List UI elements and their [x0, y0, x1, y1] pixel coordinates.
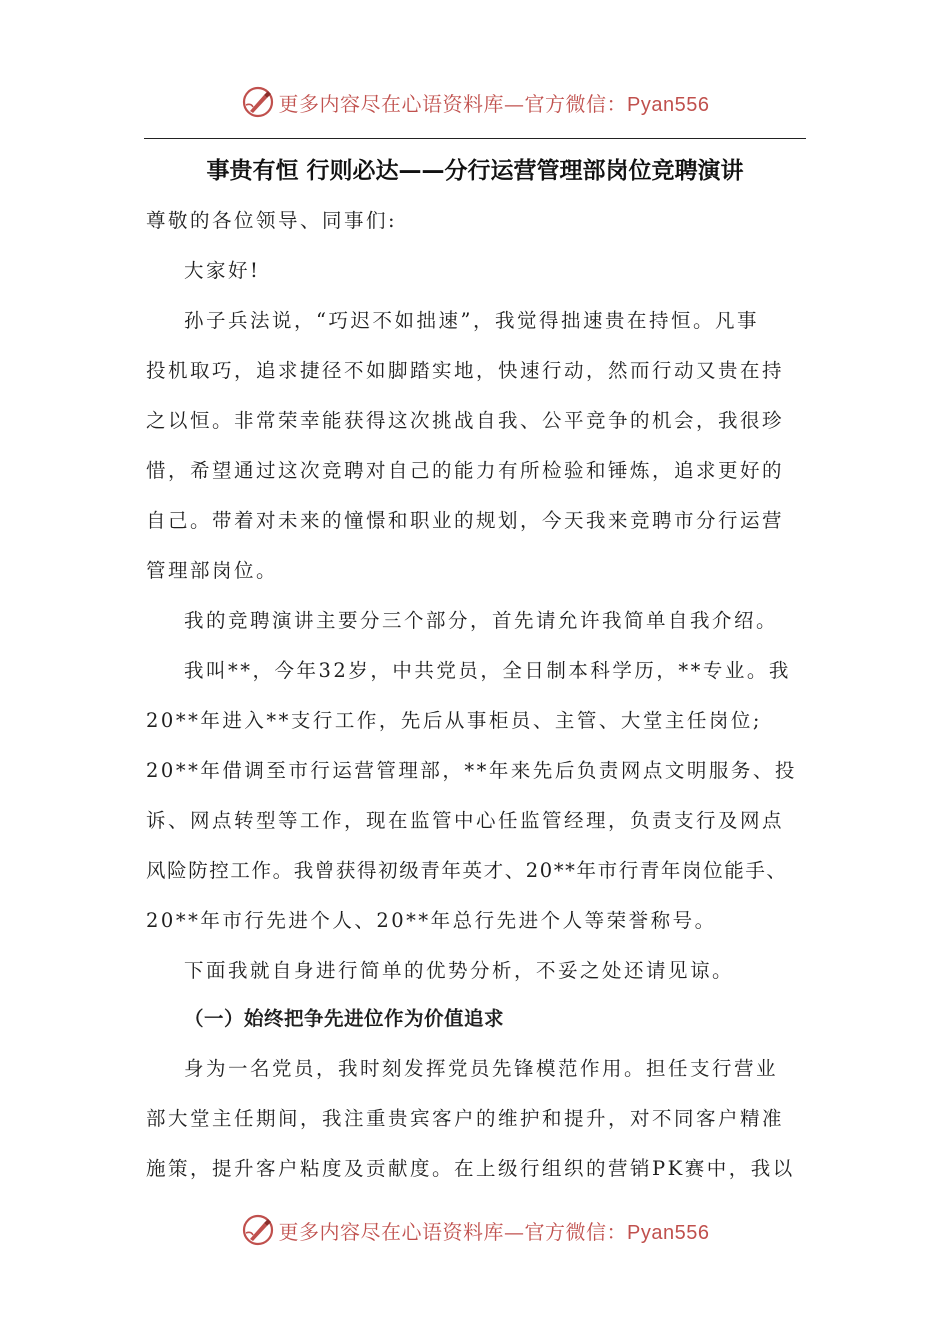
paragraph-line: 之以恒。非常荣幸能获得这次挑战自我、公平竞争的机会，我很珍	[146, 409, 785, 432]
greeting: 大家好!	[184, 259, 261, 282]
header-divider	[144, 138, 806, 139]
document-title: 事贵有恒 行则必达——分行运营管理部岗位竞聘演讲	[206, 158, 744, 184]
paragraph-line: 诉、网点转型等工作，现在监管中心任监管经理，负责支行及网点	[146, 809, 785, 832]
footer-banner	[0, 1210, 950, 1250]
paragraph-line: 投机取巧，追求捷径不如脚踏实地，快速行动，然而行动又贵在持	[146, 359, 785, 382]
paragraph-line: 我的竞聘演讲主要分三个部分，首先请允许我简单自我介绍。	[184, 609, 779, 632]
paragraph-line: 20**年进入**支行工作，先后从事柜员、主管、大堂主任岗位;	[146, 709, 762, 732]
paragraph-line: 自己。带着对未来的憧憬和职业的规划，今天我来竞聘市分行运营	[146, 509, 785, 532]
paragraph-line: 部大堂主任期间，我注重贵宾客户的维护和提升，对不同客户精准	[146, 1107, 785, 1130]
salutation: 尊敬的各位领导、同事们:	[146, 209, 398, 232]
wechat-id: Pyan556	[627, 1221, 710, 1244]
pen-logo-icon	[241, 1213, 275, 1247]
paragraph-line: 20**年借调至市行运营管理部，**年来先后负责网点文明服务、投	[146, 759, 797, 782]
pen-logo-icon	[241, 85, 275, 119]
paragraph-line: 我叫**，今年32岁，中共党员，全日制本科学历，**专业。我	[184, 659, 791, 682]
paragraph-line: 惜，希望通过这次竞聘对自己的能力有所检验和锤炼，追求更好的	[146, 459, 785, 482]
paragraph-line: 20**年市行先进个人、20**年总行先进个人等荣誉称号。	[146, 909, 717, 932]
section-heading: （一）始终把争先进位作为价值追求	[184, 1007, 505, 1030]
paragraph-line: 施策，提升客户粘度及贡献度。在上级行组织的营销PK赛中，我以	[146, 1157, 795, 1180]
paragraph-line: 身为一名党员，我时刻发挥党员先锋模范作用。担任支行营业	[184, 1057, 779, 1080]
paragraph-line: 风险防控工作。我曾获得初级青年英才、20**年市行青年岗位能手、	[146, 859, 788, 882]
paragraph-line: 管理部岗位。	[146, 559, 279, 582]
header-banner	[0, 82, 950, 122]
paragraph-line: 孙子兵法说，“巧迟不如拙速”，我觉得拙速贵在持恒。凡事	[184, 309, 759, 332]
banner-text: 更多内容尽在心语资料库—官方微信：Pyan556	[278, 91, 710, 116]
wechat-id: Pyan556	[627, 93, 710, 116]
paragraph-line: 下面我就自身进行简单的优势分析，不妥之处还请见谅。	[184, 959, 735, 982]
banner-text: 更多内容尽在心语资料库—官方微信：Pyan556	[278, 1219, 710, 1244]
